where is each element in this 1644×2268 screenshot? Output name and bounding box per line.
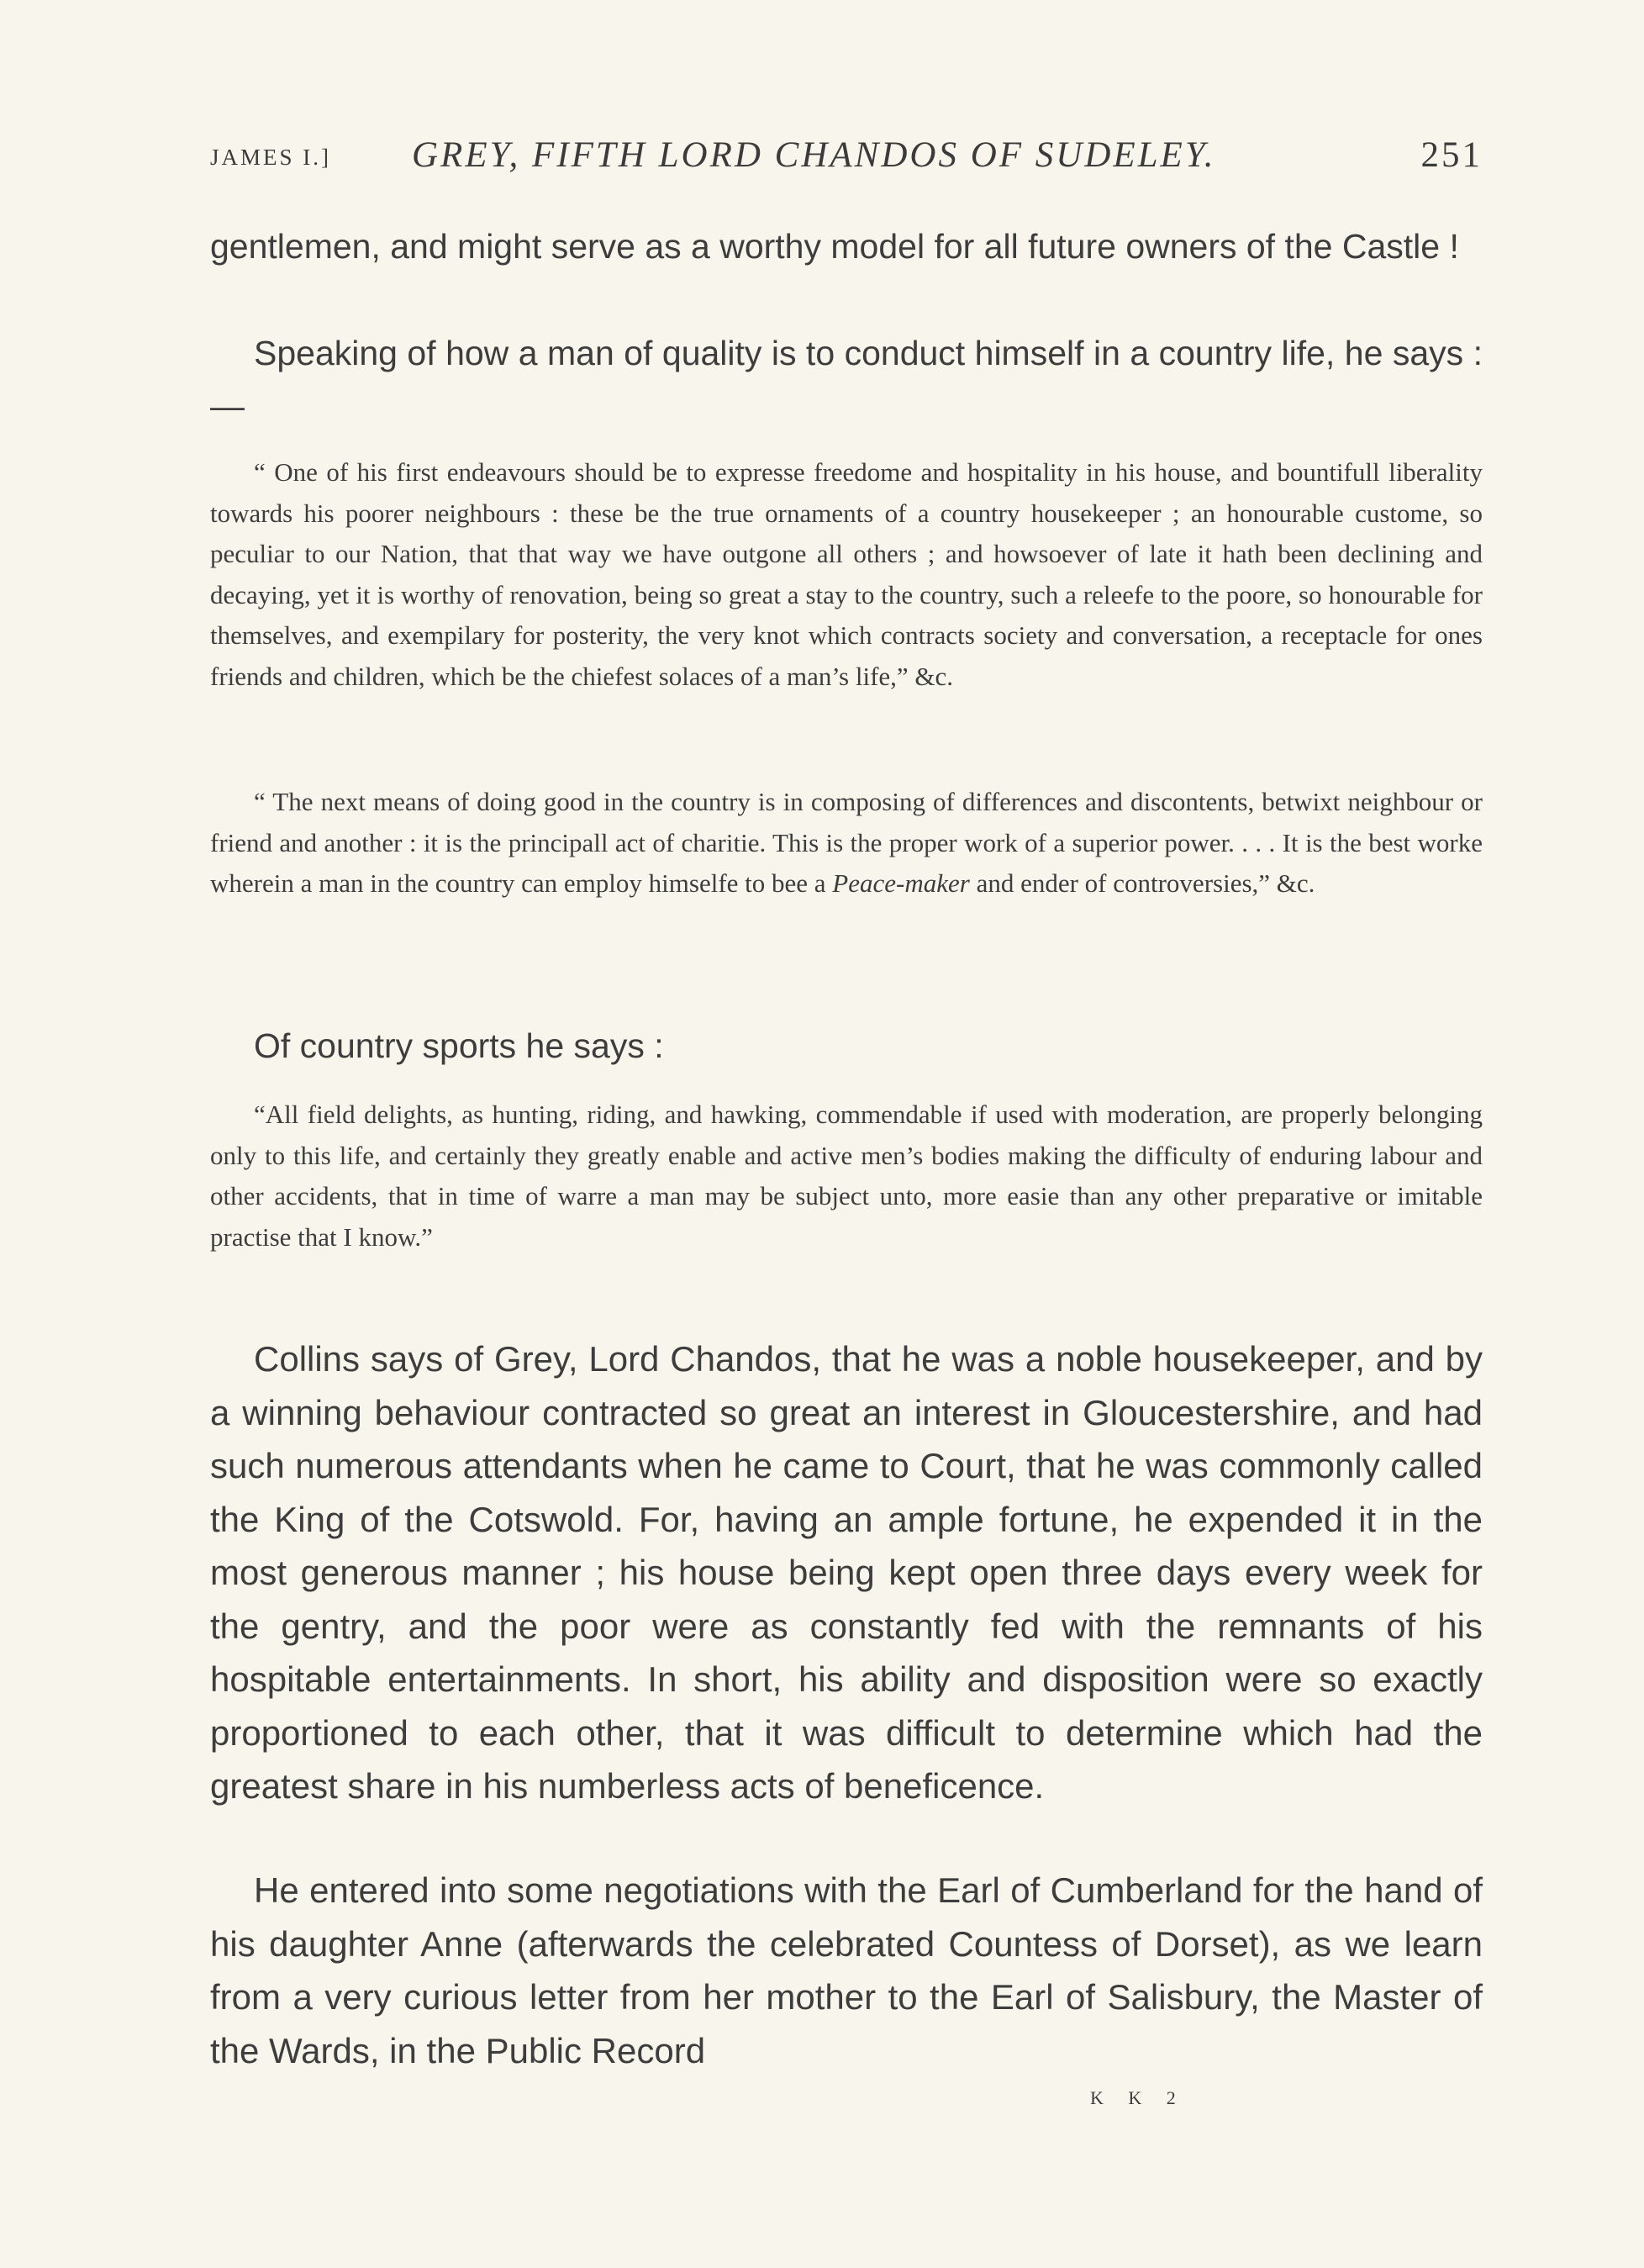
paragraph-negotiations: He entered into some negotiations with the Earl of Cumberland for the hand of his daughter Anne (afterwards the celebrated Countess of Dorset), as we learn from a very curious letter from her mother to the Earl of Salisbury, the Master of the Wards, in the Public Record — [210, 1870, 1483, 2070]
running-header — [210, 134, 1483, 185]
paragraph-sports: Of country sports he says : — [254, 1026, 664, 1065]
paragraph-collins: Collins says of Grey, Lord Chandos, that he was a noble housekeeper, and by a winning behaviour contracted so great an interest in Gloucestershire, and had such numerous attendants when he came to Court, that he was commonly called the King of the Cotswold. For, having an ample fortune, he expended it in the most generous manner ; his house being kept open three days every week for the gentry, and the poor were as constantly fed with the remnants of his hospitable entertainments. In short, his ability and disposition were so exactly proportioned to each other, that it was difficult to determine which had the greatest share in his numberless acts of beneficence. — [210, 1339, 1483, 1806]
paragraph-speaking: Speaking of how a man of quality is to conduct himself in a country life, he says :— — [210, 334, 1483, 425]
paragraph-continuation: gentlemen, and might serve as a worthy model for all future owners of the Castle ! — [210, 227, 1459, 266]
header-reign: JAMES I.] — [210, 145, 332, 170]
quote-peacemaker-italic: Peace-maker — [832, 868, 970, 898]
quote-hospitality: “ One of his first endeavours should be to expresse freedome and hospitality in his house, and bountifull liberality towards his poorer neighbours : these be the true ornaments of a country housekeeper ; an honourable custome, so peculiar to our Nation, that that way we have outgone all others ; and howsoever of late it hath been declining and decaying, yet it is worthy of renovation, being so great a stay to the country, such a releefe to the poore, so honourable for themselves, and exempilary for posterity, the very knot which contracts society and conversation, a receptacle for ones friends and children, which be the chiefest solaces of a man’s life,” &c. — [210, 457, 1483, 691]
signature-mark: K K 2 — [1090, 2087, 1186, 2108]
quote-field-delights: “All field delights, as hunting, riding, and hawking, commendable if used with moderation, are properly belonging only to this life, and certainly they greatly enable and active men’s bodies making the difficulty of enduring labour and other accidents, that in time of warre a man may be subject unto, more easie than any other preparative or imitable practise that I know.” — [210, 1100, 1483, 1252]
quote-peacemaker — [210, 782, 1483, 905]
page-number: 251 — [1420, 135, 1483, 175]
header-title: GREY, FIFTH LORD CHANDOS OF SUDELEY. — [412, 135, 1216, 175]
quote-peacemaker-text-2: and ender of controversies,” &c. — [969, 868, 1315, 898]
quote-peacemaker-text-1: “ The next means of doing good in the country is in composing of differences and discontents, betwixt neighbour or friend and another : it is the principall act of charitie. This is the proper work of a superior power. . . . It is the best worke wherein a man in the country can employ himselfe to bee a — [210, 787, 1483, 898]
